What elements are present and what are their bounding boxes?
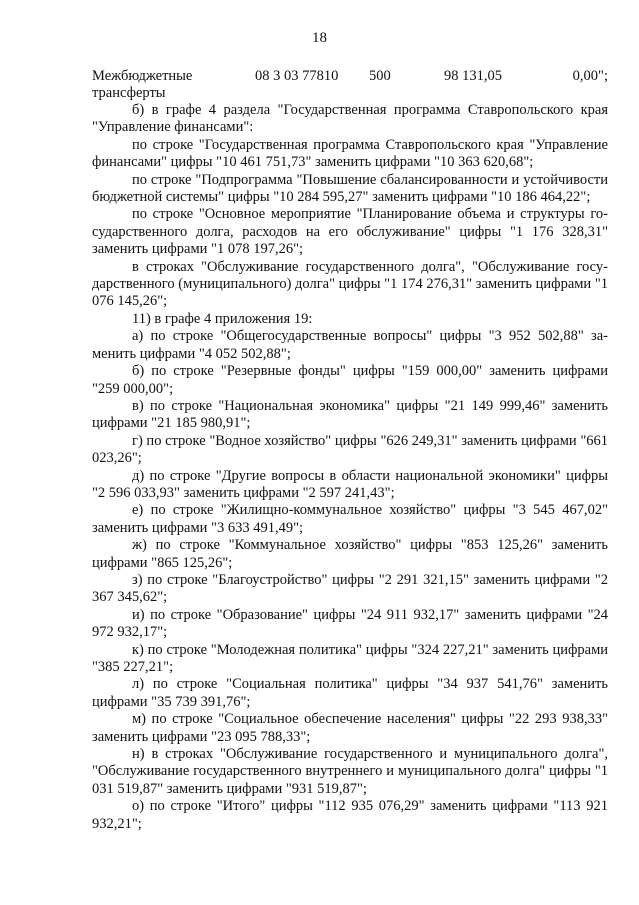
paragraph: по строке "Основное мероприятие "Планирование объема и структуры государственного долга, расходов на его обслуживание" цифры "1 176 328,31" заменить цифрами "1 078 197,26"; (92, 206, 608, 258)
paragraph: н) в строках "Обслуживание государственного и муниципального долга", "Обслуживание государственного внутреннего и муниципального долга" цифры "1 031 519,87" заменить цифрами "931 519,87"; (92, 746, 608, 797)
paragraph: 11) в графе 4 приложения 19: (132, 310, 313, 327)
paragraph: а) по строке "Общегосударственные вопросы" цифры "3 952 502,88" заменить цифрами "4 052 502,88"; (92, 328, 608, 362)
page-number: 18 (312, 30, 327, 46)
row-code: 08 3 03 77810 (255, 68, 339, 84)
paragraph: о) по строке "Итого" цифры "112 935 076,29" заменить цифрами "113 921 932,21"; (92, 798, 608, 832)
paragraph: в) по строке "Национальная экономика" цифры "21 149 999,46" заменить цифрами "21 185 980,91"; (92, 397, 608, 432)
paragraph: по строке "Государственная программа Ставропольского края "Управление финансами" цифры "10 461 751,73" заменить цифрами "10 363 620,68"; (92, 136, 608, 171)
paragraph: б) в графе 4 раздела "Государственная программа Ставропольского края "Управление финансами": (92, 102, 608, 136)
row-amount: 98 131,05 (444, 68, 502, 84)
paragraph: е) по строке "Жилищно-коммунальное хозяйство" цифры "3 545 467,02" заменить цифрами "3 633 491,49"; (92, 502, 608, 536)
paragraph: г) по строке "Водное хозяйство" цифры "626 249,31" заменить цифрами "661 023,26"; (92, 432, 608, 467)
paragraph: к) по строке "Молодежная политика" цифры "324 227,21" заменить цифрами "385 227,21"; (92, 641, 608, 675)
paragraph: л) по строке "Социальная политика" цифры "34 937 541,76" заменить цифрами "35 739 391,76"; (92, 676, 608, 710)
paragraph: в строках "Обслуживание государственного долга", "Обслуживание государственного (муниципального) долга" цифры "1 174 276,31" заменить цифрами "1 076 145,26"; (92, 258, 608, 310)
paragraph: по строке "Подпрограмма "Повышение сбалансированности и устойчивости бюджетной системы" цифры "10 284 595,27" заменить цифрами "10 186 464,22"; (92, 171, 608, 206)
paragraph: з) по строке "Благоустройство" цифры "2 291 321,15" заменить цифрами "2 367 345,62"; (92, 571, 608, 606)
document-body (92, 102, 608, 833)
row-name: Межбюджетные трансферты (92, 68, 193, 101)
table-row (92, 68, 608, 104)
paragraph: и) по строке "Образование" цифры "24 911 932,17" заменить цифрами "24 972 932,17"; (92, 606, 608, 641)
paragraph: м) по строке "Социальное обеспечение населения" цифры "22 293 938,33" заменить цифрами "23 095 788,33"; (92, 711, 608, 745)
paragraph: ж) по строке "Коммунальное хозяйство" цифры "853 125,26" заменить цифрами "865 125,26"; (92, 537, 608, 571)
row-amount-2: 0,00"; (572, 68, 608, 84)
paragraph: б) по строке "Резервные фонды" цифры "159 000,00" заменить цифрами "259 000,00"; (92, 363, 608, 397)
paragraph: д) по строке "Другие вопросы в области национальной экономики" цифры "2 596 033,93" заменить цифрами "2 597 241,43"; (92, 467, 608, 501)
row-vr: 500 (369, 68, 391, 84)
